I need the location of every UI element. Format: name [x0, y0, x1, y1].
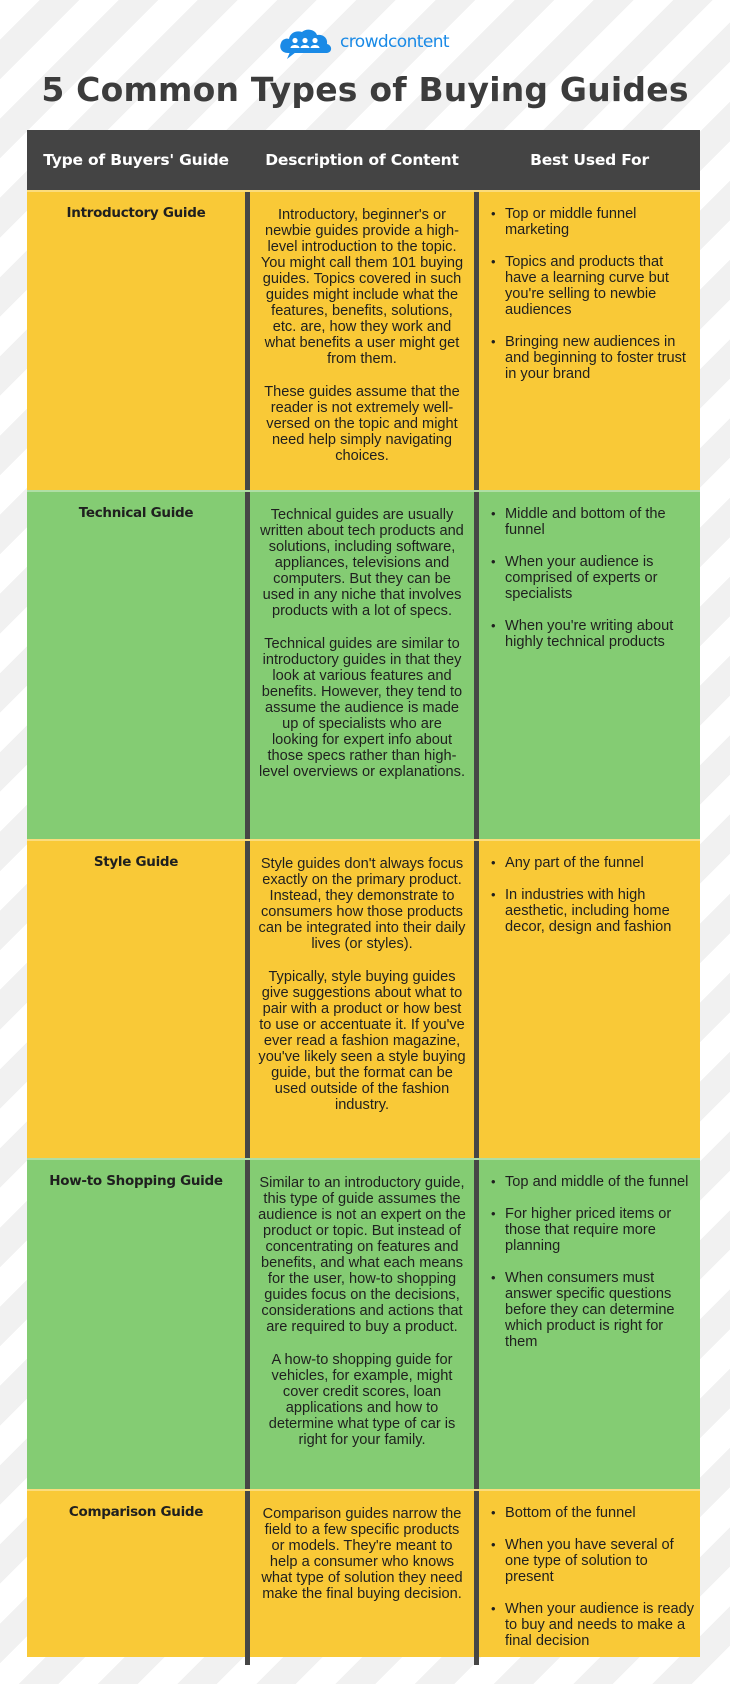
guide-description — [250, 192, 474, 490]
list-item-text: Any part of the funnel — [505, 855, 644, 871]
list-item — [489, 254, 694, 318]
cloud-people-icon — [278, 26, 336, 60]
bullet-icon: • — [491, 206, 496, 221]
list-item — [489, 1601, 694, 1649]
buying-guides-table — [27, 130, 700, 1657]
list-item-text: When you're writing about highly technical products — [505, 618, 674, 650]
guide-description — [250, 492, 474, 839]
column-header-type: Type of Buyers' Guide — [43, 151, 229, 169]
description-paragraph: Style guides don't always focus exactly on the primary product. Instead, they demonstrate to consumers how those products can be integrated into their daily lives (or styles). — [258, 856, 466, 952]
list-item-text: For higher priced items or those that require more planning — [505, 1206, 672, 1254]
best-used-for — [479, 492, 700, 839]
list-item — [489, 618, 694, 650]
table-header — [27, 130, 700, 190]
bullet-icon: • — [491, 554, 496, 569]
brand-name: crowdcontent — [340, 32, 449, 52]
description-paragraph: Similar to an introductory guide, this type of guide assumes the audience is not an expert on the product or topic. But instead of concentrating on features and benefits, and what each means for the user, how-to shopping guides focus on the decisions, considerations and actions that are required to buy a product. — [258, 1175, 466, 1335]
list-item-text: Topics and products that have a learning curve but you're selling to newbie audiences — [505, 254, 669, 318]
list-item — [489, 334, 694, 382]
table-row — [27, 490, 700, 839]
description-paragraph: Technical guides are similar to introductory guides in that they look at various features and benefits. However, they tend to assume the audience is made up of specialists who are looking for expert info about those specs rather than high-level overviews or explanations. — [258, 636, 466, 780]
guide-type: Technical Guide — [78, 505, 194, 521]
bullet-icon: • — [491, 1206, 496, 1221]
list-item-text: Bringing new audiences in and beginning to foster trust in your brand — [505, 334, 686, 382]
list-item-text: When your audience is comprised of experts or specialists — [505, 554, 658, 602]
bullet-icon: • — [491, 506, 496, 521]
description-paragraph: These guides assume that the reader is not extremely well-versed on the topic and might need help simply navigating choices. — [264, 384, 460, 464]
guide-type: Style Guide — [93, 854, 179, 870]
list-item-text: Top and middle of the funnel — [505, 1174, 689, 1190]
bullet-icon: • — [491, 855, 496, 870]
guide-description — [250, 1160, 474, 1489]
list-item-text: In industries with high aesthetic, including home decor, design and fashion — [505, 887, 672, 935]
description-paragraph: A how-to shopping guide for vehicles, for example, might cover credit scores, loan applications and how to determine what type of car is right for your family. — [268, 1352, 456, 1448]
bullet-icon: • — [491, 1270, 496, 1285]
best-used-for — [479, 1160, 700, 1489]
page-title: 5 Common Types of Buying Guides — [41, 70, 689, 109]
list-item-text: Middle and bottom of the funnel — [505, 506, 666, 538]
bullet-icon: • — [491, 1174, 496, 1189]
list-item — [489, 1206, 694, 1254]
bullet-icon: • — [491, 254, 496, 269]
best-used-for — [479, 841, 700, 1158]
table-row — [27, 1158, 700, 1489]
description-paragraph: Introductory, beginner's or newbie guides provide a high-level introduction to the topic. You might call them 101 buying guides. Topics covered in such guides might include what the features, benefits, solutions, etc. are, how they work and what benefits a user might get from them. — [260, 207, 464, 367]
table-row — [27, 839, 700, 1158]
list-item-text: When you have several of one type of solution to present — [505, 1537, 674, 1585]
list-item-text: Top or middle funnel marketing — [505, 206, 637, 238]
table-row — [27, 190, 700, 490]
description-paragraph: Comparison guides narrow the field to a few specific products or models. They're meant to help a consumer who knows what type of solution they need make the final buying decision. — [261, 1506, 463, 1602]
bullet-icon: • — [491, 334, 496, 349]
description-paragraph: Technical guides are usually written about tech products and solutions, including software, appliances, televisions and computers. But they can be used in any niche that involves products with a lot of specs. — [260, 507, 464, 619]
list-item — [489, 1174, 694, 1190]
guide-type: How-to Shopping Guide — [49, 1173, 223, 1189]
list-item-text: When consumers must answer specific questions before they can determine which product is right for them — [505, 1270, 675, 1350]
list-item-text: When your audience is ready to buy and needs to make a final decision — [505, 1601, 695, 1649]
list-item-text: Bottom of the funnel — [505, 1505, 636, 1521]
guide-type: Introductory Guide — [66, 205, 206, 221]
description-paragraph: Typically, style buying guides give suggestions about what to pair with a product or how best to use or accentuate it. If you've ever read a fashion magazine, you've likely seen a style buying guide, but the format can be used outside of the fashion industry. — [258, 969, 466, 1113]
list-item — [489, 554, 694, 602]
list-item — [489, 1505, 694, 1521]
bullet-icon: • — [491, 887, 496, 902]
best-used-for — [479, 192, 700, 490]
best-used-for — [479, 1491, 700, 1665]
guide-type: Comparison Guide — [68, 1504, 204, 1520]
bullet-icon: • — [491, 618, 496, 633]
brand-logo — [278, 26, 449, 60]
list-item — [489, 1270, 694, 1350]
bullet-icon: • — [491, 1537, 496, 1552]
column-header-best-used-for: Best Used For — [530, 151, 649, 169]
bullet-icon: • — [491, 1601, 496, 1616]
guide-description — [250, 1491, 474, 1665]
guide-description — [250, 841, 474, 1158]
list-item — [489, 887, 694, 935]
list-item — [489, 506, 694, 538]
list-item — [489, 1537, 694, 1585]
table-row — [27, 1489, 700, 1657]
list-item — [489, 206, 694, 238]
list-item — [489, 855, 694, 871]
bullet-icon: • — [491, 1505, 496, 1520]
column-header-description: Description of Content — [265, 151, 459, 169]
